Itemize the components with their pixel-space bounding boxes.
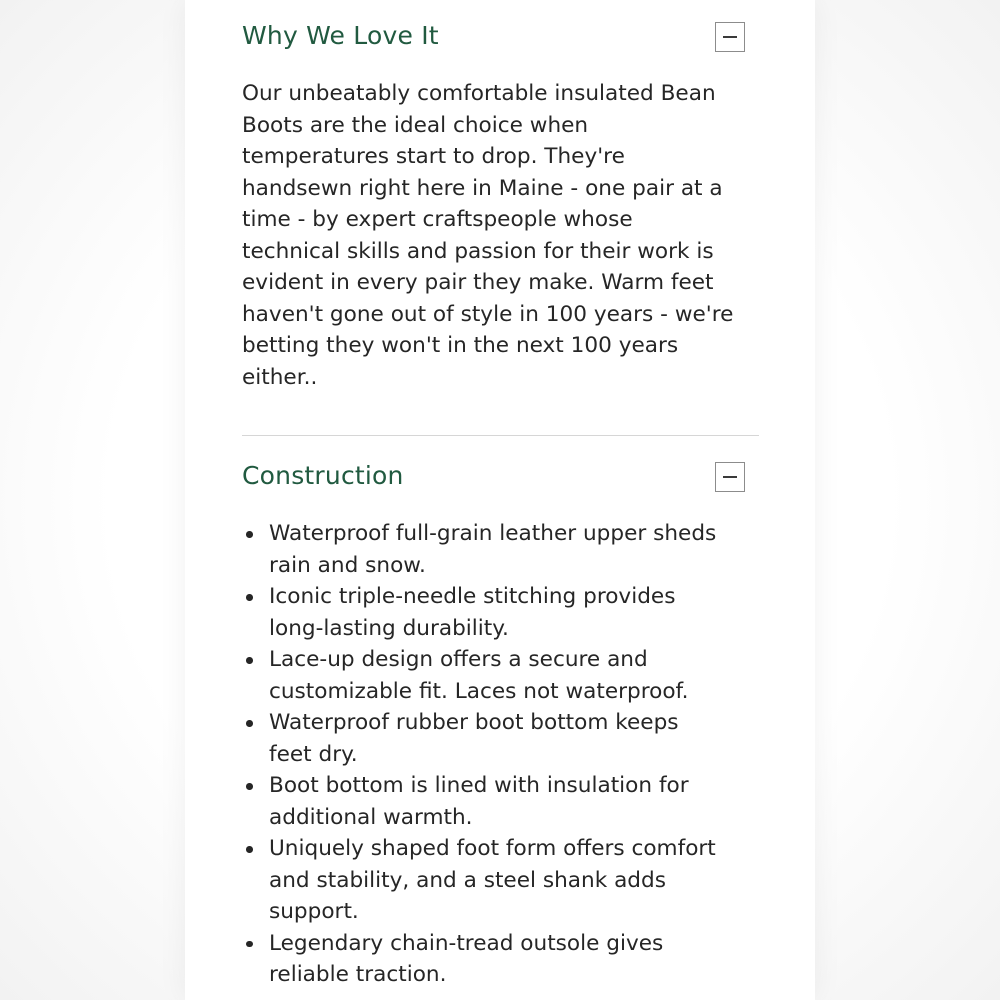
- construction-section: [242, 458, 759, 991]
- feature-text: Iconic triple-needle stitching provides long-lasting durability.: [269, 584, 676, 641]
- construction-collapse-button[interactable]: [715, 462, 745, 492]
- list-item: [242, 644, 759, 707]
- list-item: [242, 833, 759, 928]
- construction-header[interactable]: [242, 458, 759, 498]
- construction-feature-list: [242, 518, 759, 991]
- feature-text: Lace-up design offers a secure and customizable fit. Laces not waterproof.: [269, 647, 689, 704]
- feature-text: Boot bottom is lined with insulation for additional warmth.: [269, 773, 689, 830]
- minus-icon: [723, 476, 737, 478]
- bullet-icon: [246, 531, 253, 538]
- bullet-icon: [246, 720, 253, 727]
- feature-text: Waterproof full-grain leather upper sheds rain and snow.: [269, 521, 717, 578]
- construction-title: Construction: [242, 461, 404, 490]
- bullet-icon: [246, 594, 253, 601]
- feature-text: Legendary chain-tread outsole gives reliable traction.: [269, 930, 664, 987]
- list-item: [242, 928, 759, 991]
- bullet-icon: [246, 657, 253, 664]
- section-divider: [242, 435, 759, 436]
- list-item: [242, 581, 759, 644]
- why-we-love-it-title: Why We Love It: [242, 21, 439, 50]
- feature-text: Uniquely shaped foot form offers comfort and stability, and a steel shank adds support.: [269, 836, 716, 924]
- list-item: [242, 518, 759, 581]
- why-we-love-it-header[interactable]: [242, 18, 759, 58]
- why-we-love-it-section: [242, 18, 759, 393]
- list-item: [242, 707, 759, 770]
- list-item: [242, 770, 759, 833]
- minus-icon: [723, 36, 737, 38]
- bullet-icon: [246, 783, 253, 790]
- why-we-love-it-collapse-button[interactable]: [715, 22, 745, 52]
- why-we-love-it-description: Our unbeatably comfortable insulated Bean Boots are the ideal choice when temperatures start to drop. They're handsewn right here in Maine - one pair at a time - by expert craftspeople whose technical skills and passion for their work is evident in every pair they make. Warm feet haven't gone out of style in 100 years - we're betting they won't in the next 100 years either..: [242, 81, 734, 390]
- feature-text: Waterproof rubber boot bottom keeps feet dry.: [269, 710, 679, 767]
- bullet-icon: [246, 941, 253, 948]
- bullet-icon: [246, 846, 253, 853]
